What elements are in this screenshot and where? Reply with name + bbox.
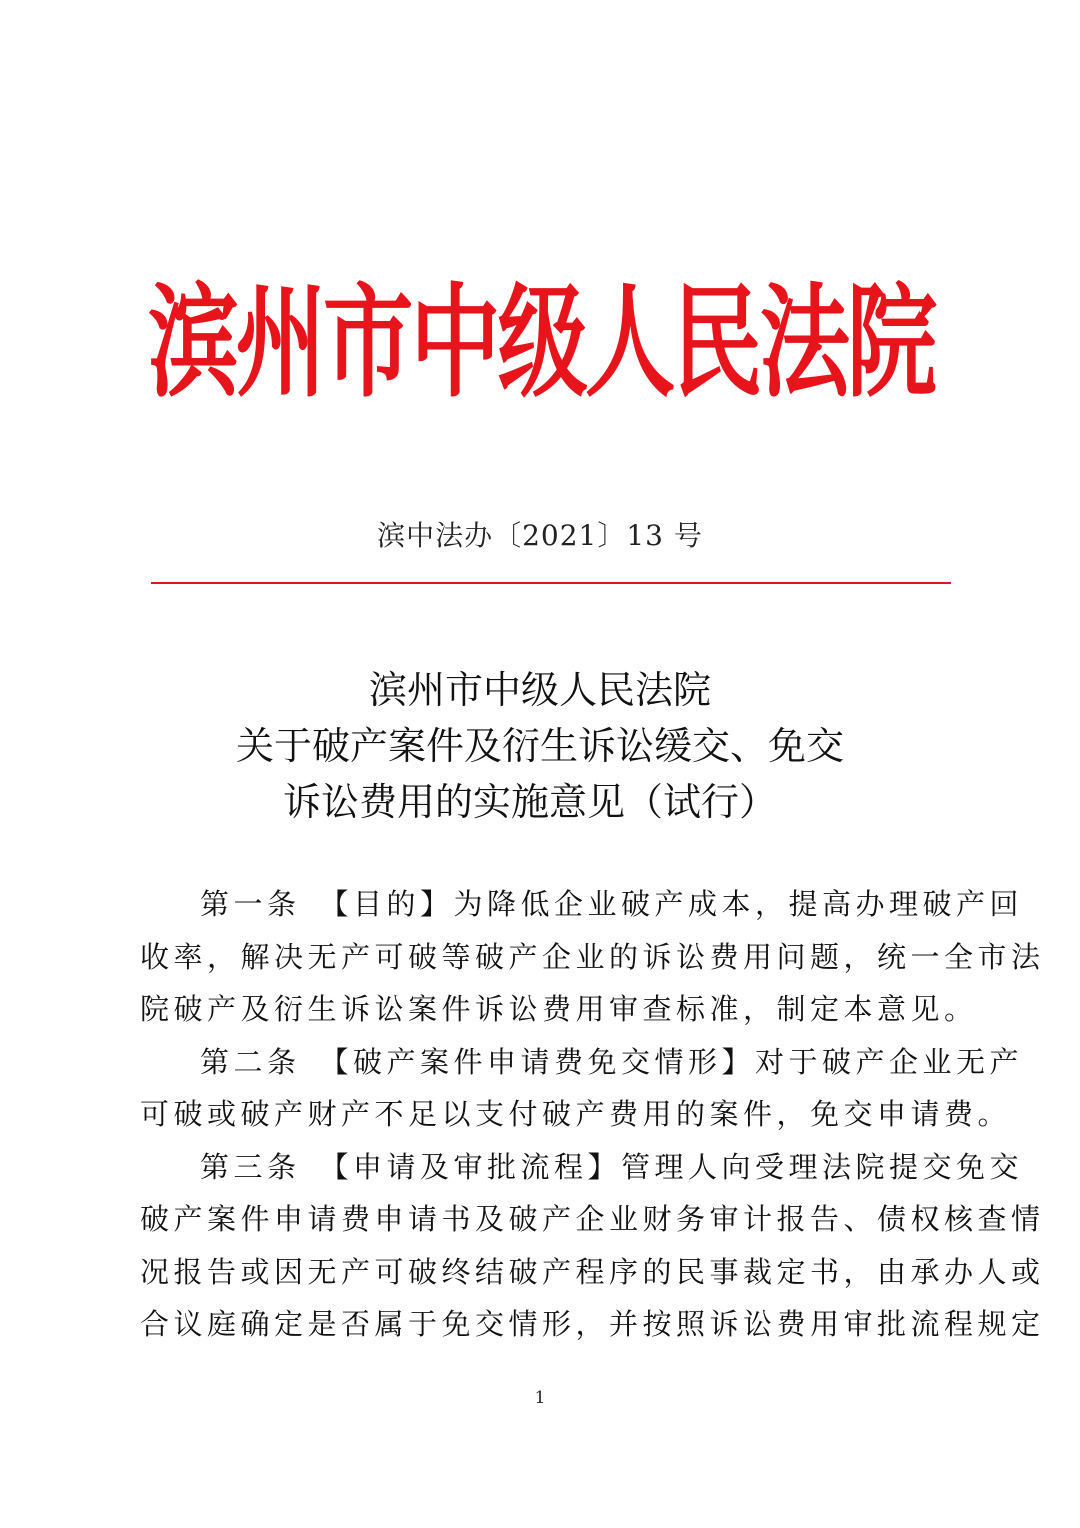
document-number: 滨中法办〔2021〕13 号 [377, 519, 703, 552]
paragraph-line: 况报告或因无产可破终结破产程序的民事裁定书，由承办人或 [140, 1254, 1045, 1289]
document-body [140, 878, 1045, 1351]
paragraph-line: 收率，解决无产可破等破产企业的诉讼费用问题，统一全市法 [140, 939, 1045, 974]
article-3 [140, 1141, 1045, 1351]
paragraph-line: 第二条 【破产案件申请费免交情形】对于破产企业无产 [200, 1044, 1024, 1079]
paragraph-line: 院破产及衍生诉讼案件诉讼费用审查标准，制定本意见。 [140, 992, 978, 1026]
title-line-3: 诉讼费用的实施意见（试行） [282, 780, 777, 824]
document-title [0, 662, 1080, 830]
paragraph-line: 第一条 【目的】为降低企业破产成本，提高办理破产回 [200, 887, 1024, 921]
red-divider-line [151, 582, 951, 584]
title-line-1: 滨州市中级人民法院 [368, 668, 711, 712]
paragraph-line: 合议庭确定是否属于免交情形，并按照诉讼费用审批流程规定 [140, 1307, 1045, 1341]
paragraph-line: 可破或破产财产不足以支付破产费用的案件，免交申请费。 [140, 1097, 1012, 1131]
title-line-2: 关于破产案件及衍生诉讼缓交、免交 [235, 724, 844, 768]
paragraph-line: 第三条 【申请及审批流程】管理人向受理法院提交免交 [200, 1149, 1024, 1184]
court-masthead: 滨州市中级人民法院 [148, 270, 935, 414]
article-1 [140, 878, 1045, 1036]
article-2 [140, 1036, 1024, 1141]
paragraph-line: 破产案件申请费申请书及破产企业财务审计报告、债权核查情 [140, 1202, 1045, 1236]
page-number: 1 [534, 1388, 546, 1408]
